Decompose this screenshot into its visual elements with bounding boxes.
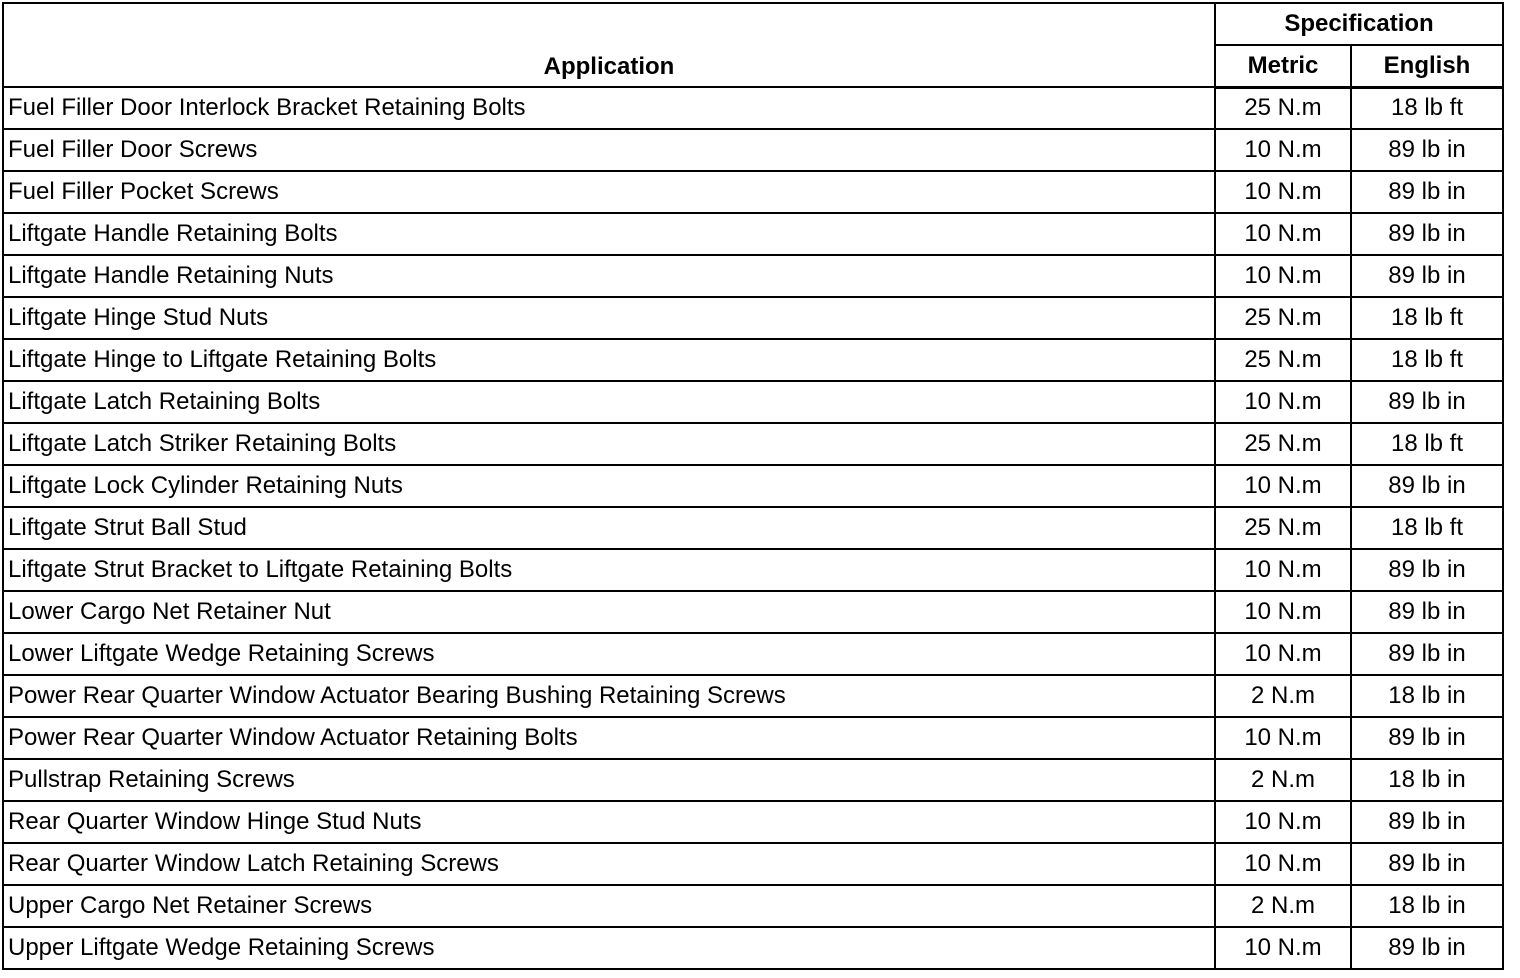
table-row: [3, 549, 1503, 591]
metric-cell: 25 N.m: [1215, 423, 1351, 465]
english-cell: 18 lb ft: [1351, 339, 1503, 381]
table-row: [3, 297, 1503, 339]
table-row: [3, 87, 1503, 129]
english-cell: 18 lb in: [1351, 885, 1503, 927]
metric-cell: 25 N.m: [1215, 297, 1351, 339]
metric-cell: 10 N.m: [1215, 381, 1351, 423]
table-row: [3, 339, 1503, 381]
application-cell: Fuel Filler Pocket Screws: [3, 171, 1215, 213]
application-cell: Power Rear Quarter Window Actuator Bearing Bushing Retaining Screws: [3, 675, 1215, 717]
table-row: [3, 171, 1503, 213]
fastener-specification-table: [2, 2, 1504, 970]
metric-cell: 10 N.m: [1215, 129, 1351, 171]
application-cell: Liftgate Lock Cylinder Retaining Nuts: [3, 465, 1215, 507]
table-row: [3, 927, 1503, 969]
application-cell: Liftgate Strut Bracket to Liftgate Retaining Bolts: [3, 549, 1215, 591]
metric-cell: 10 N.m: [1215, 171, 1351, 213]
application-cell: Upper Cargo Net Retainer Screws: [3, 885, 1215, 927]
application-cell: Rear Quarter Window Latch Retaining Screws: [3, 843, 1215, 885]
table-row: [3, 675, 1503, 717]
application-cell: Liftgate Hinge to Liftgate Retaining Bolts: [3, 339, 1215, 381]
metric-cell: 2 N.m: [1215, 885, 1351, 927]
metric-cell: 10 N.m: [1215, 591, 1351, 633]
english-cell: 89 lb in: [1351, 591, 1503, 633]
english-cell: 89 lb in: [1351, 549, 1503, 591]
table-row: [3, 759, 1503, 801]
application-cell: Liftgate Latch Striker Retaining Bolts: [3, 423, 1215, 465]
metric-cell: 10 N.m: [1215, 801, 1351, 843]
application-cell: Liftgate Handle Retaining Bolts: [3, 213, 1215, 255]
application-cell: Liftgate Latch Retaining Bolts: [3, 381, 1215, 423]
application-cell: Lower Cargo Net Retainer Nut: [3, 591, 1215, 633]
table-row: [3, 465, 1503, 507]
table-row: [3, 885, 1503, 927]
table-row: [3, 801, 1503, 843]
table-row: [3, 255, 1503, 297]
metric-cell: 25 N.m: [1215, 87, 1351, 129]
table-row: [3, 213, 1503, 255]
metric-cell: 10 N.m: [1215, 843, 1351, 885]
application-cell: Power Rear Quarter Window Actuator Retaining Bolts: [3, 717, 1215, 759]
metric-cell: 10 N.m: [1215, 465, 1351, 507]
english-cell: 89 lb in: [1351, 801, 1503, 843]
metric-cell: 10 N.m: [1215, 549, 1351, 591]
metric-column-header: Metric: [1215, 45, 1351, 87]
application-cell: Lower Liftgate Wedge Retaining Screws: [3, 633, 1215, 675]
english-column-header: English: [1351, 45, 1503, 87]
english-cell: 18 lb in: [1351, 675, 1503, 717]
table-header: [3, 3, 1503, 87]
header-row-top: [3, 3, 1503, 45]
english-cell: 18 lb ft: [1351, 507, 1503, 549]
english-cell: 18 lb ft: [1351, 297, 1503, 339]
application-cell: Rear Quarter Window Hinge Stud Nuts: [3, 801, 1215, 843]
english-cell: 89 lb in: [1351, 129, 1503, 171]
table-row: [3, 843, 1503, 885]
english-cell: 89 lb in: [1351, 255, 1503, 297]
specification-column-header: Specification: [1215, 3, 1503, 45]
application-cell: Fuel Filler Door Interlock Bracket Retaining Bolts: [3, 87, 1215, 129]
metric-cell: 25 N.m: [1215, 339, 1351, 381]
english-cell: 89 lb in: [1351, 633, 1503, 675]
metric-cell: 10 N.m: [1215, 927, 1351, 969]
application-cell: Liftgate Handle Retaining Nuts: [3, 255, 1215, 297]
metric-cell: 2 N.m: [1215, 759, 1351, 801]
metric-cell: 25 N.m: [1215, 507, 1351, 549]
metric-cell: 10 N.m: [1215, 213, 1351, 255]
english-cell: 89 lb in: [1351, 927, 1503, 969]
table-row: [3, 381, 1503, 423]
table-row: [3, 129, 1503, 171]
metric-cell: 10 N.m: [1215, 633, 1351, 675]
application-cell: Pullstrap Retaining Screws: [3, 759, 1215, 801]
table-row: [3, 591, 1503, 633]
english-cell: 89 lb in: [1351, 171, 1503, 213]
application-cell: Liftgate Hinge Stud Nuts: [3, 297, 1215, 339]
application-cell: Upper Liftgate Wedge Retaining Screws: [3, 927, 1215, 969]
english-cell: 89 lb in: [1351, 465, 1503, 507]
table-body: [3, 87, 1503, 969]
metric-cell: 10 N.m: [1215, 255, 1351, 297]
table-row: [3, 507, 1503, 549]
table-row: [3, 633, 1503, 675]
table-row: [3, 717, 1503, 759]
english-cell: 89 lb in: [1351, 717, 1503, 759]
english-cell: 18 lb ft: [1351, 87, 1503, 129]
english-cell: 89 lb in: [1351, 843, 1503, 885]
table-row: [3, 423, 1503, 465]
english-cell: 18 lb ft: [1351, 423, 1503, 465]
metric-cell: 10 N.m: [1215, 717, 1351, 759]
metric-cell: 2 N.m: [1215, 675, 1351, 717]
application-cell: Liftgate Strut Ball Stud: [3, 507, 1215, 549]
english-cell: 89 lb in: [1351, 213, 1503, 255]
english-cell: 18 lb in: [1351, 759, 1503, 801]
application-cell: Fuel Filler Door Screws: [3, 129, 1215, 171]
application-column-header: Application: [3, 3, 1215, 87]
english-cell: 89 lb in: [1351, 381, 1503, 423]
